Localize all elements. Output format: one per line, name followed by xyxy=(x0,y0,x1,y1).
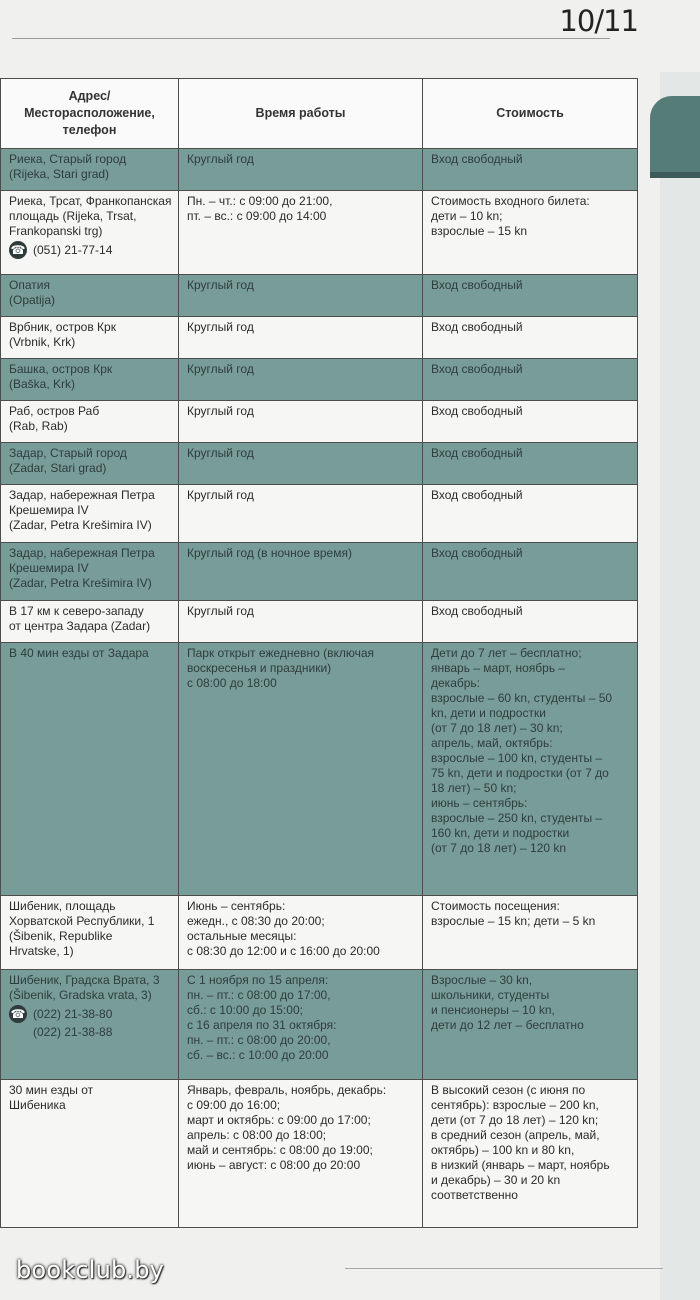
address-cell xyxy=(1,543,179,601)
hours-cell xyxy=(179,601,423,643)
table-row xyxy=(1,401,638,443)
address-cell-line: 30 мин езды от xyxy=(9,1083,94,1097)
address-cell xyxy=(1,149,179,191)
address-cell xyxy=(1,401,179,443)
phone-line xyxy=(9,1005,174,1023)
table-row xyxy=(1,643,638,896)
phone-number: (051) 21-77-14 xyxy=(33,242,113,257)
hours-cell xyxy=(179,401,423,443)
table-row xyxy=(1,443,638,485)
address-cell-line: В 40 мин езды от Задара xyxy=(9,646,149,660)
phone-number: (022) 21-38-80 xyxy=(33,1006,113,1021)
hours-cell-line: воскресенья и праздники) xyxy=(187,661,332,675)
price-cell-line: Вход свободный xyxy=(431,488,523,502)
price-cell-line: (от 7 до 18 лет) – 120 kn xyxy=(431,841,567,855)
address-cell-line: Frankopanski trg) xyxy=(9,224,103,238)
price-cell-line: Вход свободный xyxy=(431,604,523,618)
address-cell-line: (Zadar, Stari grad) xyxy=(9,461,107,475)
bottom-rule xyxy=(345,1268,663,1269)
price-cell xyxy=(423,485,638,543)
address-cell-line: Шибеник, Градска Врата, 3 xyxy=(9,973,160,987)
phone-line xyxy=(9,241,174,259)
header-address: Адрес/ Месторасположение, телефон xyxy=(1,79,179,149)
hours-cell-line: май и сентябрь: с 08:00 до 19:00; xyxy=(187,1143,373,1157)
price-cell xyxy=(423,601,638,643)
hours-cell-line: Круглый год xyxy=(187,446,254,460)
address-cell xyxy=(1,485,179,543)
address-cell-line: Раб, остров Раб xyxy=(9,404,100,418)
price-cell-line: 18 лет) – 50 kn; xyxy=(431,781,517,795)
hours-cell xyxy=(179,191,423,275)
hours-cell-line: Пн. – чт.: с 09:00 до 21:00, xyxy=(187,194,333,208)
page-number: 10/11 xyxy=(559,4,638,38)
price-cell-line: в средний сезон (апрель, май, xyxy=(431,1128,600,1142)
address-cell-line: Шибеника xyxy=(9,1098,66,1112)
price-cell-line: Вход свободный xyxy=(431,278,523,292)
address-cell-line: В 17 км к северо-западу xyxy=(9,604,144,618)
price-cell-line: июнь – сентябрь: xyxy=(431,796,528,810)
price-cell-line: апрель, май, октябрь: xyxy=(431,736,553,750)
table-row xyxy=(1,191,638,275)
hours-cell xyxy=(179,1080,423,1228)
price-cell xyxy=(423,149,638,191)
hours-cell-line: Круглый год xyxy=(187,152,254,166)
address-cell-line: Башка, остров Крк xyxy=(9,362,113,376)
phone-number: (022) 21-38-88 xyxy=(33,1025,113,1039)
address-cell xyxy=(1,970,179,1080)
price-cell-line: В высокий сезон (с июня по xyxy=(431,1083,586,1097)
address-cell-line: от центра Задара (Zadar) xyxy=(9,619,151,633)
hours-cell-line: с 16 апреля по 31 октября: xyxy=(187,1018,337,1032)
address-cell-line: (Rijeka, Stari grad) xyxy=(9,167,110,181)
price-cell xyxy=(423,1080,638,1228)
watermark: bookclub.by xyxy=(16,1256,165,1284)
hours-cell-line: Круглый год xyxy=(187,604,254,618)
price-cell-line: дети до 12 лет – бесплатно xyxy=(431,1018,584,1032)
address-cell-line: Задар, набережная Петра xyxy=(9,546,155,560)
address-cell-line: Hrvatske, 1) xyxy=(9,944,74,958)
table-row xyxy=(1,149,638,191)
address-cell-line: (Baška, Krk) xyxy=(9,377,76,391)
address-cell-line: (Zadar, Petra Krešimira IV) xyxy=(9,576,152,590)
address-cell-line: (Zadar, Petra Krešimira IV) xyxy=(9,518,152,532)
price-cell-line: kn, дети и подростки xyxy=(431,706,546,720)
hours-cell-line: с 08:00 до 18:00 xyxy=(187,676,277,690)
hours-cell-line: апрель: с 08:00 до 18:00; xyxy=(187,1128,327,1142)
address-cell-line: Крешемира IV xyxy=(9,503,89,517)
price-cell-line: школьники, студенты xyxy=(431,988,550,1002)
price-cell-line: дети – 10 kn; xyxy=(431,209,503,223)
price-cell-line: и декабрь) – 30 и 20 kn xyxy=(431,1173,561,1187)
address-cell-line: (Opatija) xyxy=(9,293,56,307)
price-cell-line: Вход свободный xyxy=(431,320,523,334)
hours-cell xyxy=(179,543,423,601)
hours-cell-line: с 08:30 до 12:00 и с 16:00 до 20:00 xyxy=(187,944,380,958)
address-cell xyxy=(1,191,179,275)
table-row xyxy=(1,275,638,317)
hours-cell-line: Круглый год xyxy=(187,278,254,292)
price-cell-line: январь – март, ноябрь – xyxy=(431,661,566,675)
price-cell xyxy=(423,275,638,317)
price-cell-line: и пенсионеры – 10 kn, xyxy=(431,1003,555,1017)
price-cell xyxy=(423,401,638,443)
hours-cell-line: сб. – вс.: с 10:00 до 20:00 xyxy=(187,1048,329,1062)
price-cell-line: дети (от 7 до 18 лет) – 120 kn; xyxy=(431,1113,599,1127)
address-cell xyxy=(1,601,179,643)
address-cell-line: (Rab, Rab) xyxy=(9,419,68,433)
price-cell-line: взрослые – 15 kn xyxy=(431,224,528,238)
table-row xyxy=(1,970,638,1080)
price-cell-line: соответственно xyxy=(431,1188,518,1202)
table-row xyxy=(1,359,638,401)
address-cell xyxy=(1,896,179,970)
table-row xyxy=(1,601,638,643)
price-cell xyxy=(423,896,638,970)
address-cell-line: Шибеник, площадь xyxy=(9,899,116,913)
hours-cell-line: Круглый год xyxy=(187,488,254,502)
price-cell xyxy=(423,643,638,896)
hours-cell xyxy=(179,359,423,401)
hours-cell-line: с 09:00 до 16:00; xyxy=(187,1098,281,1112)
price-cell-line: декабрь: xyxy=(431,676,480,690)
price-cell-line: Вход свободный xyxy=(431,446,523,460)
address-cell-line: Задар, набережная Петра xyxy=(9,488,155,502)
price-cell-line: Дети до 7 лет – бесплатно; xyxy=(431,646,582,660)
hours-cell xyxy=(179,275,423,317)
table-row xyxy=(1,896,638,970)
hours-cell-line: Парк открыт ежедневно (включая xyxy=(187,646,375,660)
address-cell-line: (Šibenik, Gradska vrata, 3) xyxy=(9,988,152,1002)
hours-cell xyxy=(179,896,423,970)
header-price: Стоимость xyxy=(423,79,638,149)
hours-cell xyxy=(179,443,423,485)
hours-cell-line: Круглый год xyxy=(187,362,254,376)
price-cell-line: взрослые – 250 kn, студенты – xyxy=(431,811,603,825)
hours-cell-line: Круглый год xyxy=(187,404,254,418)
hours-cell xyxy=(179,485,423,543)
hours-cell xyxy=(179,643,423,896)
hours-cell-line: Круглый год xyxy=(187,320,254,334)
address-cell-line: Опатия xyxy=(9,278,50,292)
price-cell-line: Стоимость посещения: xyxy=(431,899,560,913)
chapter-tab xyxy=(650,96,700,178)
hours-cell xyxy=(179,970,423,1080)
price-cell xyxy=(423,443,638,485)
hours-cell xyxy=(179,317,423,359)
price-cell xyxy=(423,970,638,1080)
address-cell xyxy=(1,275,179,317)
table-row xyxy=(1,317,638,359)
hours-cell-line: остальные месяцы: xyxy=(187,929,297,943)
hours-cell-line: Круглый год (в ночное время) xyxy=(187,546,352,560)
header-hours: Время работы xyxy=(179,79,423,149)
address-cell-line: Риека, Старый город xyxy=(9,152,127,166)
address-cell xyxy=(1,443,179,485)
price-cell-line: в низкий (январь – март, ноябрь xyxy=(431,1158,610,1172)
price-cell-line: 160 kn, дети и подростки xyxy=(431,826,570,840)
price-cell xyxy=(423,317,638,359)
hours-cell-line: июнь – август: с 08:00 до 20:00 xyxy=(187,1158,361,1172)
price-cell xyxy=(423,359,638,401)
info-table xyxy=(0,78,638,1228)
price-cell-line: 75 kn, дети и подростки (от 7 до xyxy=(431,766,609,780)
price-cell xyxy=(423,543,638,601)
address-cell xyxy=(1,1080,179,1228)
price-cell-line: взрослые – 15 kn; дети – 5 kn xyxy=(431,914,596,928)
address-cell-line: площадь (Rijeka, Trsat, xyxy=(9,209,137,223)
hours-cell-line: пт. – вс.: с 09:00 до 14:00 xyxy=(187,209,327,223)
hours-cell-line: пн. – пт.: с 08:00 до 20:00, xyxy=(187,1033,331,1047)
price-cell-line: сентябрь): взрослые – 200 kn, xyxy=(431,1098,599,1112)
table-row xyxy=(1,543,638,601)
phone-icon: ☎ xyxy=(10,1007,26,1021)
address-cell-line: (Šibenik, Republike xyxy=(9,929,113,943)
price-cell-line: Стоимость входного билета: xyxy=(431,194,590,208)
phone-icon: ☎ xyxy=(10,243,26,257)
hours-cell-line: Июнь – сентябрь: xyxy=(187,899,286,913)
price-cell-line: Вход свободный xyxy=(431,362,523,376)
address-cell-line: Крешемира IV xyxy=(9,561,89,575)
hours-cell-line: С 1 ноября по 15 апреля: xyxy=(187,973,329,987)
address-cell xyxy=(1,317,179,359)
top-rule xyxy=(12,38,610,39)
price-cell-line: Взрослые – 30 kn, xyxy=(431,973,533,987)
price-cell-line: (от 7 до 18 лет) – 30 kn; xyxy=(431,721,563,735)
address-cell-line: (Vrbnik, Krk) xyxy=(9,335,76,349)
price-cell-line: взрослые – 100 kn, студенты – xyxy=(431,751,603,765)
hours-cell-line: пн. – пт.: с 08:00 до 17:00, xyxy=(187,988,331,1002)
price-cell-line: Вход свободный xyxy=(431,404,523,418)
price-cell-line: октябрь) – 100 kn и 80 kn, xyxy=(431,1143,575,1157)
table-row xyxy=(1,485,638,543)
address-cell xyxy=(1,643,179,896)
hours-cell-line: март и октябрь: с 09:00 до 17:00; xyxy=(187,1113,371,1127)
hours-cell-line: сб.: с 10:00 до 15:00; xyxy=(187,1003,303,1017)
price-cell-line: Вход свободный xyxy=(431,546,523,560)
table-row xyxy=(1,1080,638,1228)
address-cell-line: Задар, Старый город xyxy=(9,446,127,460)
hours-cell-line: Январь, февраль, ноябрь, декабрь: xyxy=(187,1083,387,1097)
price-cell-line: взрослые – 60 kn, студенты – 50 xyxy=(431,691,613,705)
side-strip xyxy=(660,72,700,1300)
address-cell-line: Хорватской Республики, 1 xyxy=(9,914,155,928)
price-cell-line: Вход свободный xyxy=(431,152,523,166)
address-cell-line: Риека, Трсат, Франкопанская xyxy=(9,194,172,208)
address-cell-line: Врбник, остров Крк xyxy=(9,320,116,334)
price-cell xyxy=(423,191,638,275)
table-header-row xyxy=(1,79,638,149)
hours-cell-line: ежедн., с 08:30 до 20:00; xyxy=(187,914,325,928)
address-cell xyxy=(1,359,179,401)
hours-cell xyxy=(179,149,423,191)
